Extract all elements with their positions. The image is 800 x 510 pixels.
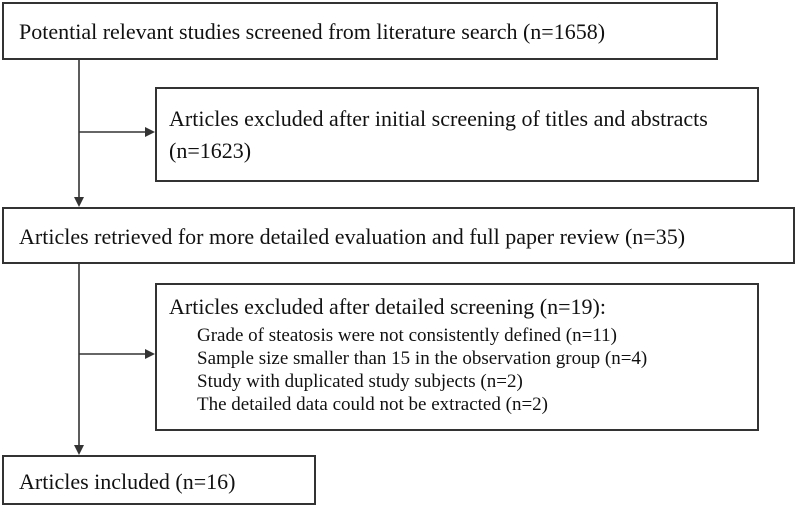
excluded-detailed-box	[155, 283, 759, 431]
retrieved-text: Articles retrieved for more detailed evaluation and full paper review (n=35)	[19, 224, 686, 249]
exclusion-reason: The detailed data could not be extracted (n=2)	[197, 394, 548, 415]
excluded-initial-text: Articles excluded after initial screening of titles and abstracts (n=1623)	[169, 106, 708, 163]
identified-text: Potential relevant studies screened from literature search (n=1658)	[19, 19, 606, 44]
retrieved-box	[2, 207, 795, 264]
identified-box	[2, 2, 718, 60]
exclusion-reasons-list	[197, 324, 747, 416]
included-box	[2, 455, 316, 505]
excluded-initial-box	[155, 87, 759, 182]
excluded-detailed-heading: Articles excluded after detailed screening (n=19):	[169, 294, 606, 319]
exclusion-reason: Grade of steatosis were not consistently defined (n=11)	[197, 325, 617, 346]
included-text: Articles included (n=16)	[19, 469, 236, 494]
exclusion-reason: Sample size smaller than 15 in the observation group (n=4)	[197, 348, 648, 369]
exclusion-reason: Study with duplicated study subjects (n=2)	[197, 371, 523, 392]
